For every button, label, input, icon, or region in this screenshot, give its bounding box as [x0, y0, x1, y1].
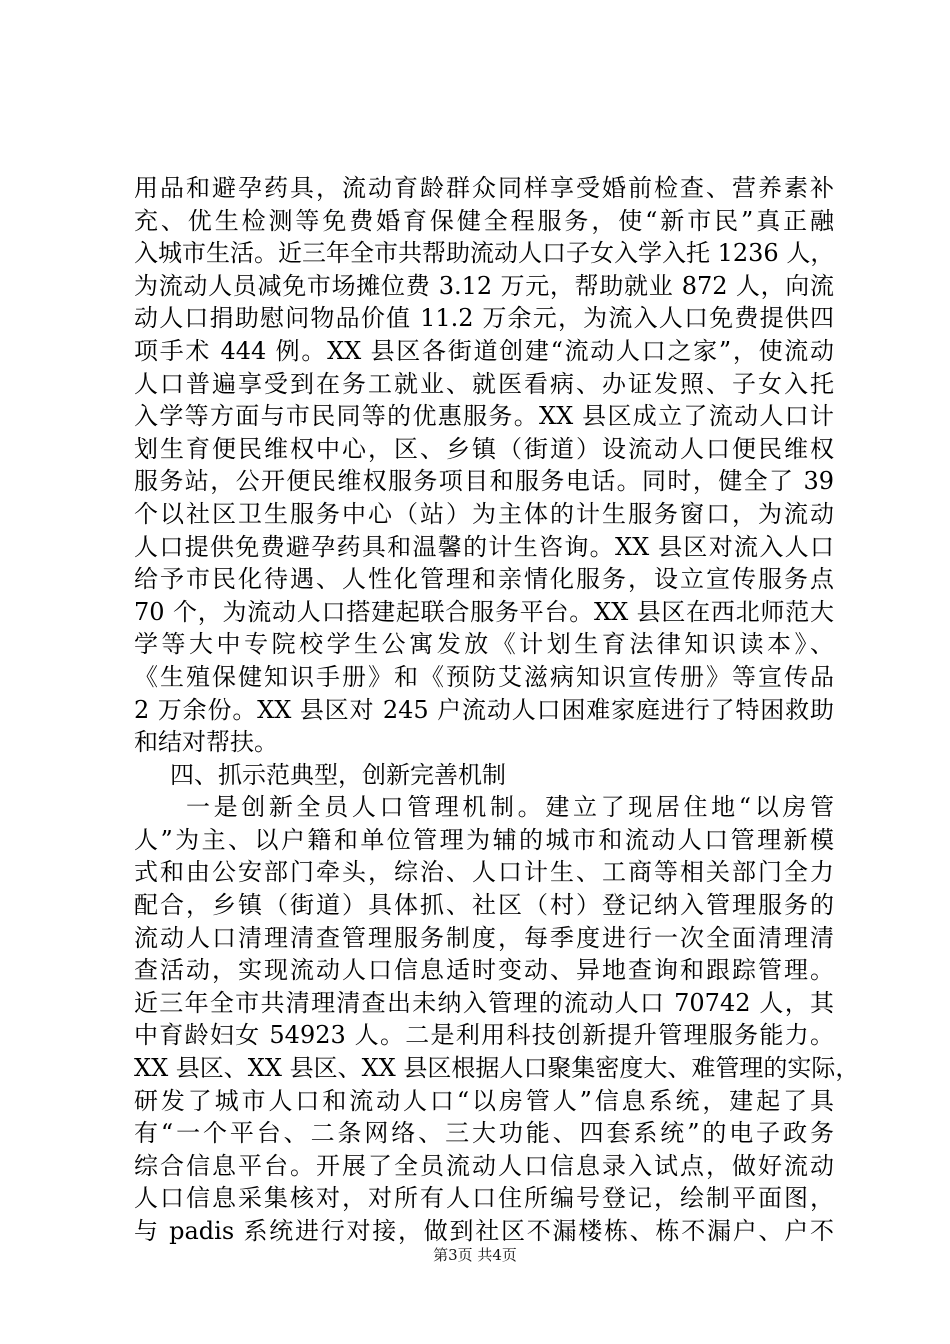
text-line: 用品和避孕药具，流动育龄群众同样享受婚前检查、营养素补	[134, 174, 834, 202]
text-line: 研发了城市人口和流动人口“以房管人”信息系统，建起了具	[134, 1086, 834, 1115]
text-line: 充、优生检测等免费婚育保健全程服务，使“新市民”真正融	[134, 206, 834, 235]
text-line: 式和由公安部门牵头，综治、人口计生、工商等相关部门全力	[134, 858, 834, 887]
text-line: 《生殖保健知识手册》和《预防艾滋病知识宣传册》等宣传品	[134, 662, 834, 691]
text-line: 配合，乡镇（街道）具体抓、社区（村）登记纳入管理服务的	[134, 891, 834, 920]
document-body	[134, 172, 860, 1248]
text-line: 综合信息平台。开展了全员流动人口信息录入试点，做好流动	[134, 1151, 834, 1180]
section-paragraph	[134, 791, 860, 1247]
text-line: 查活动，实现流动人口信息适时变动、异地查询和跟踪管理。	[134, 956, 834, 985]
text-line: 为流动人员减免市场摊位费 3.12 万元，帮助就业 872 人，向流	[134, 271, 834, 300]
text-line: 项手术 444 例。XX 县区各街道创建“流动人口之家”，使流动	[134, 336, 834, 365]
text-line: 人口提供免费避孕药具和温馨的计生咨询。XX 县区对流入人口	[134, 532, 834, 561]
text-line: 一是创新全员人口管理机制。建立了现居住地“以房管	[186, 793, 834, 822]
text-line: 流动人口清理清查管理服务制度，每季度进行一次全面清理清	[134, 923, 834, 952]
text-line: 个以社区卫生服务中心（站）为主体的计生服务窗口，为流动	[134, 499, 834, 528]
text-line: 中育龄妇女 54923 人。二是利用科技创新提升管理服务能力。	[134, 1021, 834, 1050]
text-line: 近三年全市共清理清查出未纳入管理的流动人口 70742 人，其	[134, 988, 834, 1017]
text-line: 动人口捐助慰问物品价值 11.2 万余元，为流入人口免费提供四	[134, 304, 834, 333]
text-line: 与 padis 系统进行对接，做到社区不漏楼栋、栋不漏户、户不	[134, 1217, 834, 1245]
text-line: XX 县区、XX 县区、XX 县区根据人口聚集密度大、难管理的实际，	[134, 1054, 860, 1083]
text-line: 学等大中专院校学生公寓发放《计划生育法律知识读本》、	[134, 630, 834, 659]
text-line: 2 万余份。XX 县区对 245 户流动人口困难家庭进行了特困救助	[134, 695, 834, 724]
section-heading: 四、抓示范典型，创新完善机制	[170, 760, 506, 789]
text-line: 服务站，公开便民维权服务项目和服务电话。同时，健全了 39	[134, 467, 834, 496]
text-line: 人”为主、以户籍和单位管理为辅的城市和流动人口管理新模	[134, 825, 834, 854]
text-line: 入学等方面与市民同等的优惠服务。XX 县区成立了流动人口计	[134, 402, 834, 431]
text-line: 70 个，为流动人口搭建起联合服务平台。XX 县区在西北师范大	[134, 597, 834, 626]
text-line: 入城市生活。近三年全市共帮助流动人口子女入学入托 1236 人，	[134, 239, 835, 268]
text-line: 人口信息采集核对，对所有人口住所编号登记，绘制平面图，	[134, 1184, 834, 1213]
text-line: 有“一个平台、二条网络、三大功能、四套系统”的电子政务	[134, 1119, 834, 1148]
page-footer: 第3页 共4页	[433, 1246, 517, 1264]
text-line: 划生育便民维权中心，区、乡镇（街道）设流动人口便民维权	[134, 434, 834, 463]
text-line: 给予市民化待遇、人性化管理和亲情化服务，设立宣传服务点	[134, 565, 834, 594]
text-line: 人口普遍享受到在务工就业、就医看病、办证发照、子女入托	[134, 369, 834, 398]
paragraph-continuation	[134, 172, 834, 759]
text-line: 和结对帮扶。	[134, 728, 278, 757]
